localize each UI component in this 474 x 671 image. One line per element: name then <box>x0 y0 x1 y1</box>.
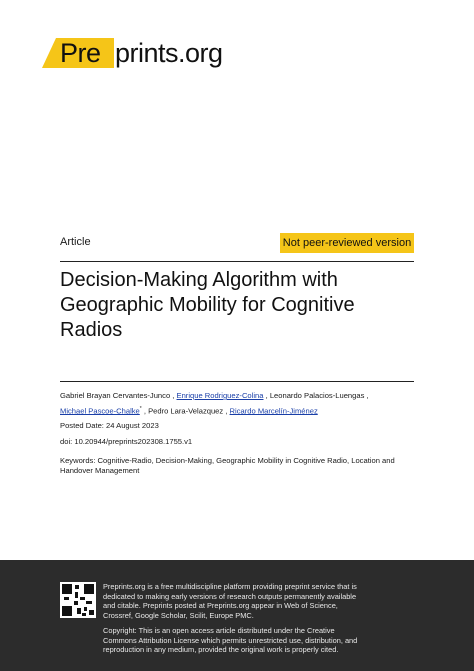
platform-description: Preprints.org is a free multidiscipline platform providing preprint service that is dedicated to making early versions of research outputs permanently available and citable. Preprints posted at Preprints.org appear in Web of Science, Crossref, Google Scholar, Scilit, Europe PMC. <box>103 582 357 620</box>
author-separator: , <box>170 391 177 400</box>
paper-title: Decision-Making Algorithm with Geographic Mobility for Cognitive Radios <box>60 269 355 341</box>
logo-suffix: prints.org <box>115 38 223 68</box>
title-top-divider <box>60 261 414 262</box>
qr-code-icon[interactable] <box>60 582 96 618</box>
author-separator: , Pedro Lara-Velazquez , <box>141 406 230 416</box>
author-name: Gabriel Brayan Cervantes-Junco <box>60 391 171 400</box>
author-link[interactable]: Michael Pascoe-Chalke <box>60 406 140 416</box>
posted-date: Posted Date: 24 August 2023 <box>60 421 159 430</box>
author-link[interactable]: Ricardo Marcelín-Jiménez <box>229 406 318 416</box>
preprints-logo[interactable] <box>42 36 242 70</box>
review-status-badge: Not peer-reviewed version <box>280 233 414 253</box>
author-link[interactable]: Enrique Rodriguez-Colina <box>176 391 264 400</box>
article-type-label: Article <box>60 236 91 248</box>
copyright-notice: Copyright: This is an open access article distributed under the Creative Commons Attribution License which permits unrestricted use, distribution, and reproduction in any medium, provided the original work is properly cited. <box>103 626 358 654</box>
author-separator: , Leonardo Palacios-Luengas , <box>263 391 369 400</box>
author-list <box>60 390 414 418</box>
footer-panel <box>0 560 474 671</box>
doi-text: doi: 10.20944/preprints202308.1755.v1 <box>60 437 193 446</box>
logo-prefix: Pre <box>60 38 101 68</box>
title-bottom-divider <box>60 381 414 382</box>
corresponding-author-mark: * <box>139 405 142 412</box>
keywords-text: Keywords: Cognitive-Radio, Decision-Making, Geographic Mobility in Cognitive Radio, Location and Handover Management <box>60 456 395 475</box>
